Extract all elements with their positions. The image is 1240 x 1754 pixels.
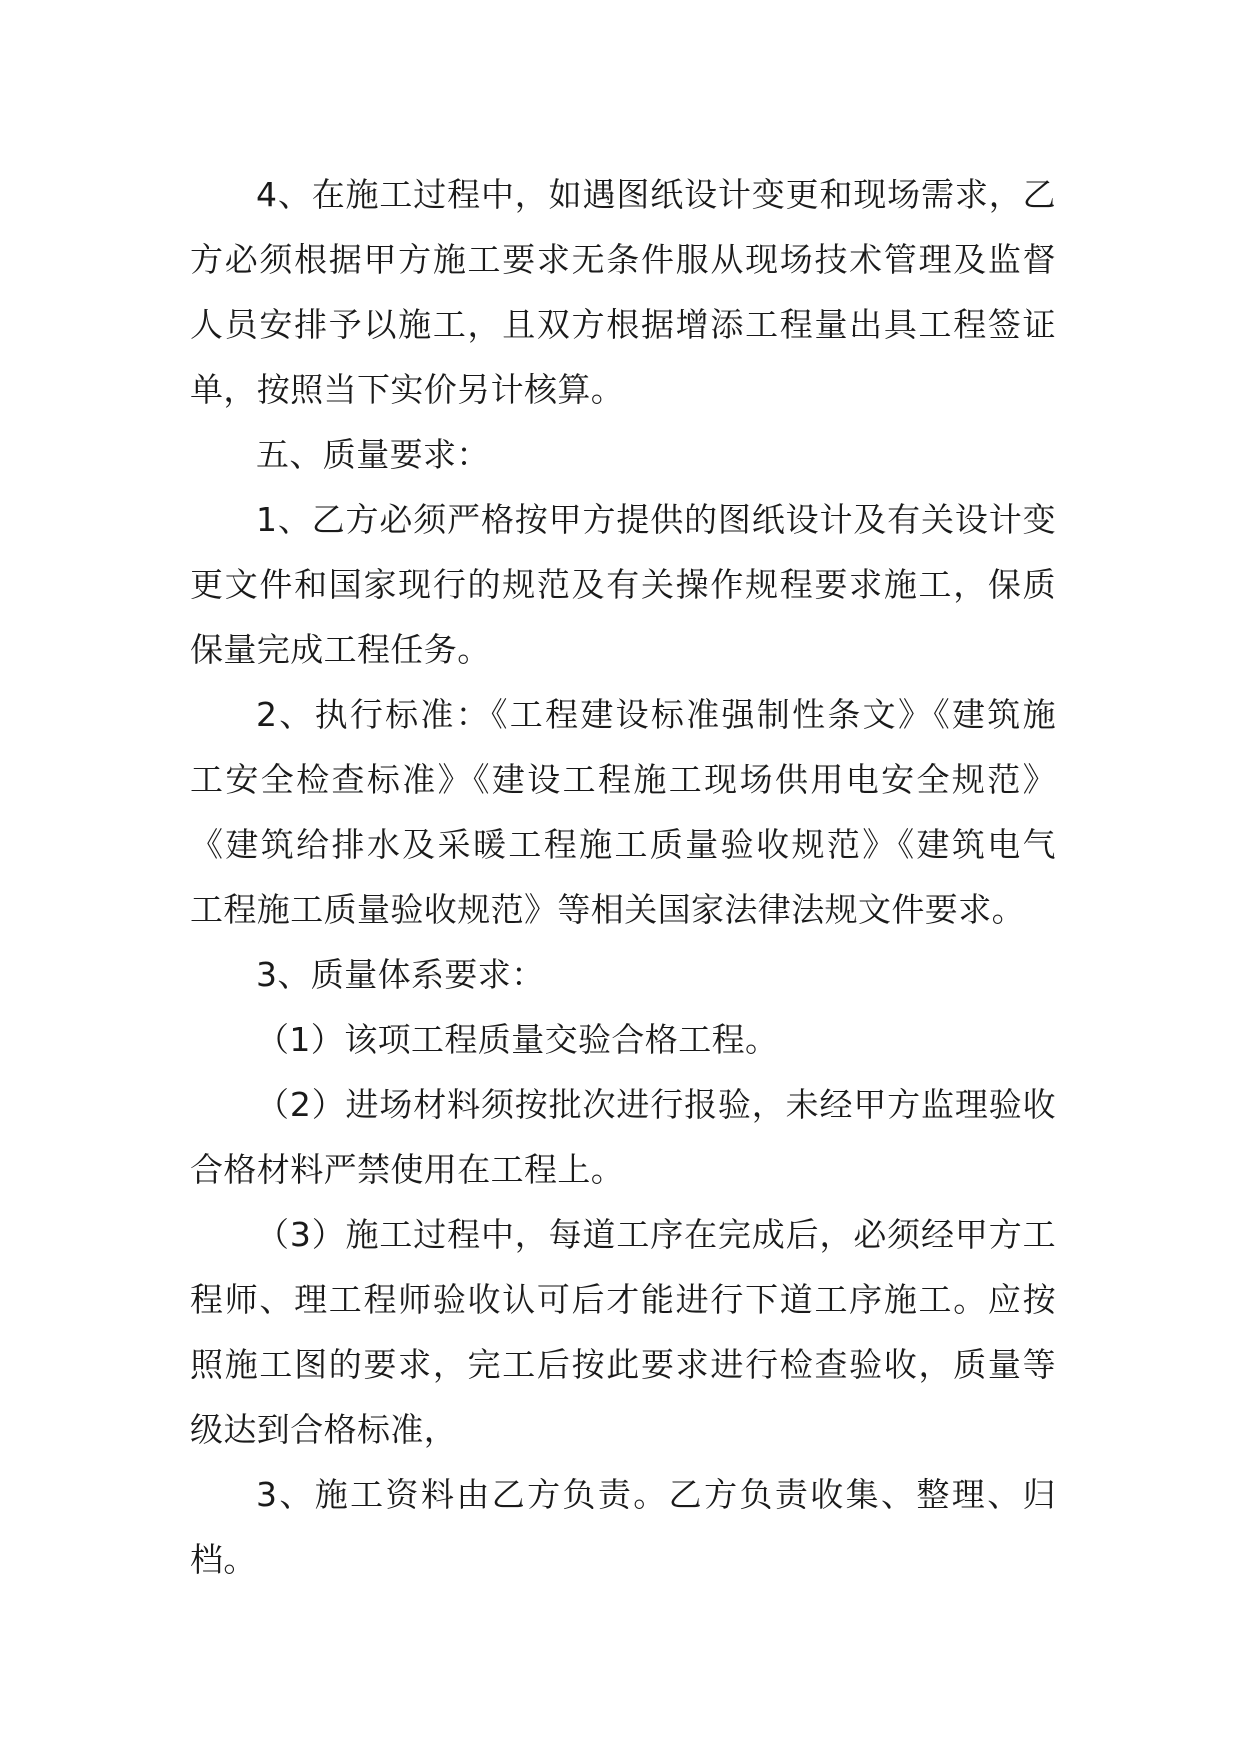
- text-line: 工安全检查标准》《建设工程施工现场供用电安全规范》: [190, 760, 1056, 799]
- text-line: 程师、理工程师验收认可后才能进行下道工序施工。应按: [190, 1280, 1056, 1319]
- paragraph: [190, 1072, 1056, 1202]
- text-line: 更文件和国家现行的规范及有关操作规程要求施工，保质: [190, 565, 1056, 604]
- text-line: 级达到合格标准，: [190, 1410, 458, 1449]
- text-line: 方必须根据甲方施工要求无条件服从现场技术管理及监督: [190, 240, 1056, 279]
- paragraph: [190, 422, 1056, 487]
- paragraph: [190, 682, 1056, 942]
- text-line: 档。: [190, 1540, 257, 1579]
- text-line: 4、在施工过程中，如遇图纸设计变更和现场需求，乙: [256, 175, 1056, 214]
- text-line: 五、质量要求：: [256, 435, 490, 474]
- paragraph: [190, 487, 1056, 682]
- text-line: 人员安排予以施工，且双方根据增添工程量出具工程签证: [190, 305, 1056, 344]
- text-line: （1）该项工程质量交验合格工程。: [256, 1020, 779, 1059]
- paragraph: [190, 1462, 1056, 1592]
- paragraph: [190, 1202, 1056, 1462]
- text-line: 《建筑给排水及采暖工程施工质量验收规范》《建筑电气: [190, 825, 1056, 864]
- text-line: 工程施工质量验收规范》等相关国家法律法规文件要求。: [190, 890, 1025, 929]
- paragraph: [190, 1007, 1056, 1072]
- text-line: 3、质量体系要求：: [256, 955, 545, 994]
- text-line: 2、执行标准：《工程建设标准强制性条文》《建筑施: [256, 695, 1056, 734]
- text-line: 保量完成工程任务。: [190, 630, 491, 669]
- text-line: 合格材料严禁使用在工程上。: [190, 1150, 625, 1189]
- paragraph: [190, 162, 1056, 422]
- text-line: 3、施工资料由乙方负责。乙方负责收集、整理、归: [256, 1475, 1056, 1514]
- text-line: （3）施工过程中，每道工序在完成后，必须经甲方工: [256, 1215, 1056, 1254]
- document-page: [190, 162, 1056, 1592]
- text-line: 1、乙方必须严格按甲方提供的图纸设计及有关设计变: [256, 500, 1056, 539]
- text-line: 照施工图的要求，完工后按此要求进行检查验收，质量等: [190, 1345, 1056, 1384]
- paragraph: [190, 942, 1056, 1007]
- text-line: 单，按照当下实价另计核算。: [190, 370, 625, 409]
- text-line: （2）进场材料须按批次进行报验，未经甲方监理验收: [256, 1085, 1056, 1124]
